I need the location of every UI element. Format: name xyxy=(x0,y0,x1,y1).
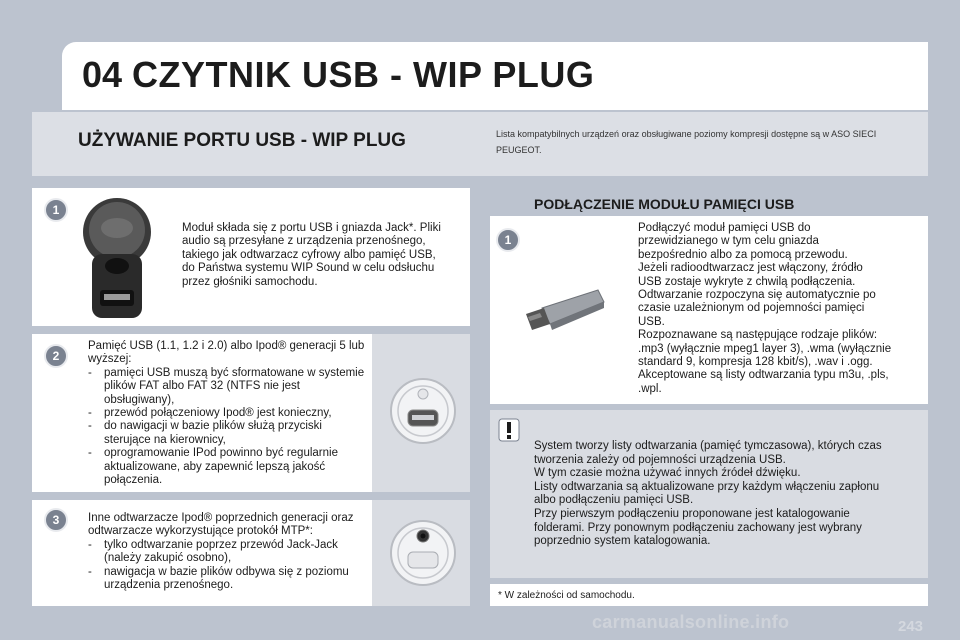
block-3-text xyxy=(88,512,368,592)
block-1-text: Moduł składa się z portu USB i gniazda Jack*. Pliki audio są przesyłane z urządzenia przenośnego, takiego jak odtwarzacz cyfrowy albo pamięć USB, do Państwa systemu WIP Sound w celu odsłuchu przez głośniki samochodu. xyxy=(182,222,441,288)
list-item: - nawigacja w bazie plików odbywa się z poziomu urządzenia przenośnego. xyxy=(88,566,368,593)
text-line: W tym czasie można używać innych źródeł dźwięku. xyxy=(534,467,801,480)
text-line: poprzednio system katalogowania. xyxy=(534,535,711,548)
badge-1: 1 xyxy=(44,198,68,222)
warning-text xyxy=(534,440,922,549)
list-item: - pamięci USB muszą być sformatowane w systemie plików FAT albo FAT 32 (NTFS nie jest obsługiwany), xyxy=(88,367,366,407)
text-line: USB zostaje wykryte z chwilą podłączenia. xyxy=(638,275,856,288)
usb-socket-icon xyxy=(388,376,458,446)
text-line: Podłączyć moduł pamięci USB do xyxy=(638,222,811,234)
chapter-number: 04 xyxy=(82,54,123,95)
block-2-intro: Pamięć USB (1.1, 1.2 i 2.0) albo Ipod® generacji 5 lub wyższej: xyxy=(88,340,365,366)
chapter-title: CZYTNIK USB - WIP PLUG xyxy=(132,54,595,95)
text-line: tworzenia zależy od pojemności urządzenia USB. xyxy=(534,453,786,466)
badge-3: 3 xyxy=(44,508,68,532)
jack-socket-icon xyxy=(388,518,458,588)
footnote: * W zależności od samochodu. xyxy=(498,590,635,601)
block-3-intro: Inne odtwarzacze Ipod® poprzednich generacji oraz odtwarzacze wykorzystujące protokół MTP*: xyxy=(88,512,354,538)
usb-stick-icon xyxy=(520,286,606,336)
text-line: folderami. Przy ponownym podłączeniu zachowany jest wybrany xyxy=(534,521,862,534)
page-number: 243 xyxy=(898,618,924,635)
connect-section-title: PODŁĄCZENIE MODUŁU PAMIĘCI USB xyxy=(534,196,795,212)
text-line: Akceptowane są listy odtwarzania typu m3u, .pls, xyxy=(638,369,889,382)
badge-connect-1: 1 xyxy=(496,228,520,252)
list-item: - przewód połączeniowy Ipod® jest konieczny, xyxy=(88,407,366,420)
text-line: Przy pierwszym podłączeniu proponowane jest katalogowanie xyxy=(534,507,850,520)
banner-note: Lista kompatybilnych urządzeń oraz obsługiwane poziomy kompresji dostępne są w ASO SIECI PEUGEOT. xyxy=(496,129,877,155)
banner-title: UŻYWANIE PORTU USB - WIP PLUG xyxy=(78,130,406,151)
badge-2: 2 xyxy=(44,344,68,368)
text-line: Rozpoznawane są następujące rodzaje plików: xyxy=(638,329,878,342)
text-line: standard 9, kompresja 128 kbit/s), .wav i .ogg. xyxy=(638,356,873,369)
exclamation-icon xyxy=(498,418,520,442)
usb-stick-photo xyxy=(520,286,606,336)
usb-port-photo xyxy=(78,194,156,322)
text-line: czasie uzależnionym od pojemności pamięci xyxy=(638,302,865,315)
text-line: bezpośrednio albo za pomocą przewodu. xyxy=(638,248,848,261)
text-line: .wpl. xyxy=(638,382,662,395)
text-line: .mp3 (wyłącznie mpeg1 layer 3), .wma (wyłącznie xyxy=(638,342,892,355)
text-line: Jeżeli radioodtwarzacz jest włączony, źródło xyxy=(638,262,863,275)
text-line: USB. xyxy=(638,315,665,328)
list-item: - tylko odtwarzanie poprzez przewód Jack-Jack (należy zakupić osobno), xyxy=(88,539,368,566)
list-item: - do nawigacji w bazie plików służą przyciski sterujące na kierownicy, xyxy=(88,420,366,447)
block-3-list xyxy=(88,539,368,593)
block-2-text xyxy=(88,340,366,487)
warning-icon xyxy=(498,418,520,442)
list-item: - oprogramowanie IPod powinno być regularnie aktualizowane, aby zapewnić lepszą jakość połączenia. xyxy=(88,447,366,487)
text-line: System tworzy listy odtwarzania (pamięć tymczasowa), których czas xyxy=(534,440,882,452)
usb-socket-drawing xyxy=(388,376,458,446)
usb-port-icon xyxy=(78,194,156,322)
text-line: Odtwarzanie rozpoczyna się automatycznie po xyxy=(638,289,876,302)
connect-text xyxy=(638,222,922,396)
jack-socket-drawing xyxy=(388,518,458,588)
text-line: Listy odtwarzania są aktualizowane przy każdym włączeniu zapłonu xyxy=(534,480,880,493)
watermark: carmanualsonline.info xyxy=(592,612,790,632)
block-2-list xyxy=(88,367,366,488)
text-line: albo podłączeniu pamięci USB. xyxy=(534,494,694,507)
text-line: przewidzianego w tym celu gniazda xyxy=(638,235,819,248)
